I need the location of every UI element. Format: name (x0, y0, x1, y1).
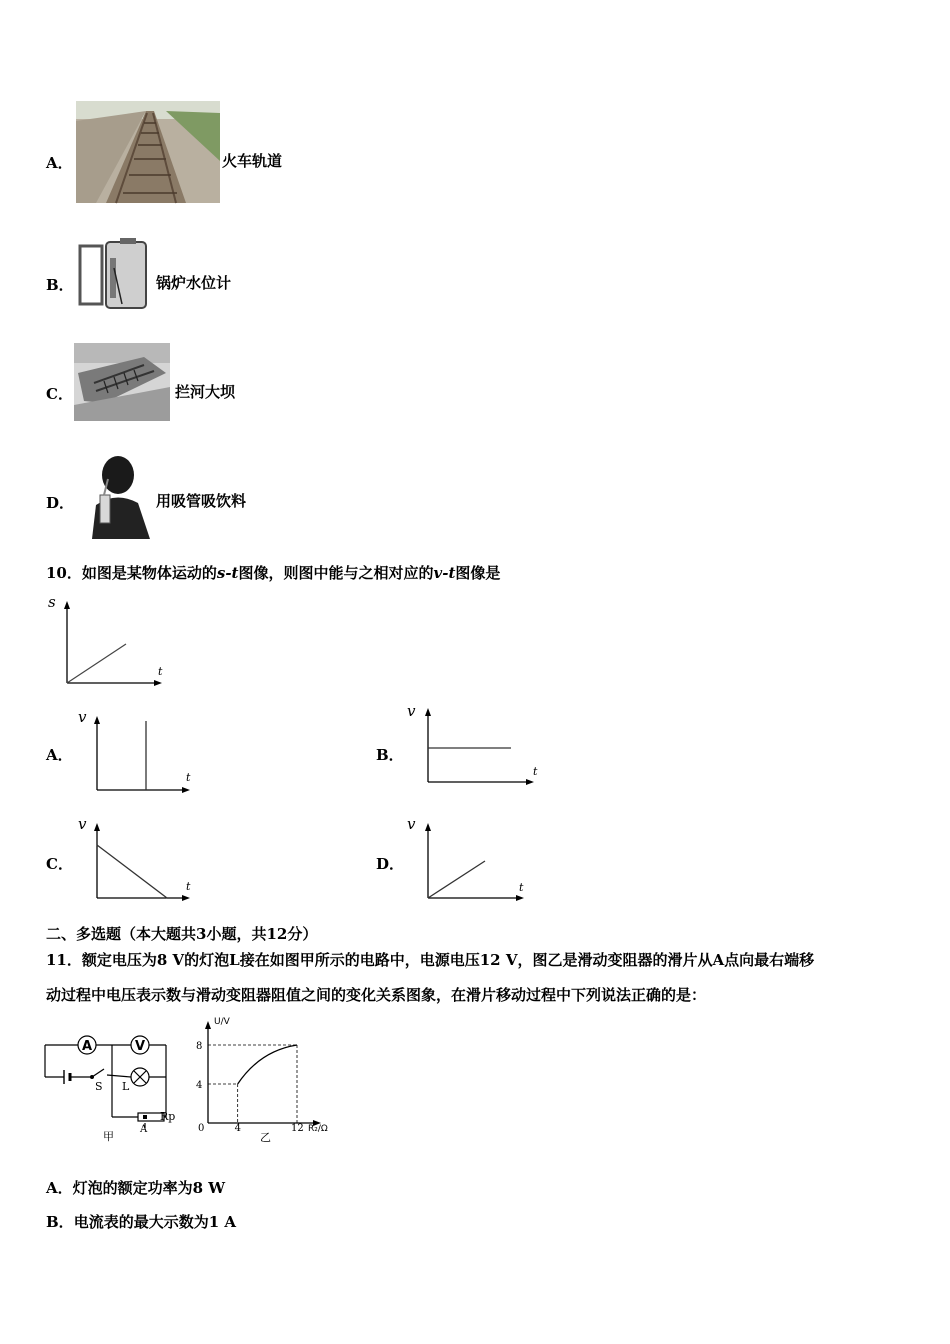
x-arrow (516, 895, 524, 901)
x-arrow (154, 680, 162, 686)
switch-label: S (95, 1080, 103, 1093)
y-label: v (407, 702, 416, 720)
y-label: v (78, 708, 87, 726)
option-caption: 火车轨道 (222, 152, 283, 170)
x-arrow (182, 895, 190, 901)
st-graph (44, 593, 174, 688)
q10-option-d-graph[interactable] (405, 815, 535, 905)
q10-option-b-graph[interactable] (405, 700, 545, 790)
x-tick-label: 4 (234, 1123, 242, 1134)
q10-option-a-graph[interactable] (74, 708, 199, 798)
x-label: t (158, 665, 163, 678)
option-letter: B． (46, 276, 74, 294)
switch-pivot (90, 1075, 94, 1079)
drinking-straw-photo-icon (78, 455, 152, 539)
ammeter-label: A (82, 1039, 93, 1054)
x-label: t (533, 765, 538, 778)
y-arrow (205, 1021, 211, 1029)
option-letter: B． (46, 1213, 74, 1231)
option-text: 电流表的最大示数为1 A (73, 1213, 236, 1231)
circuit-caption: 甲 (103, 1130, 114, 1143)
section-heading: 二、多选题（本大题共3小题，共12分） (46, 925, 318, 943)
q10-option-c-graph[interactable] (74, 815, 199, 905)
y-arrow (94, 716, 100, 724)
q11-option-b[interactable] (46, 1212, 236, 1232)
y-label: s (48, 593, 56, 611)
x-label: t (186, 880, 191, 893)
y-arrow (64, 601, 70, 609)
q10-option-d-letter: D． (376, 855, 405, 873)
y-label: v (407, 815, 416, 833)
boiler-water-gauge-photo-icon (76, 238, 152, 310)
y-arrow (425, 823, 431, 831)
option-caption: 拦河大坝 (175, 383, 236, 401)
q11-option-a[interactable] (46, 1178, 225, 1198)
circuit-diagram (40, 1030, 180, 1145)
option-caption: 用吸管吸饮料 (156, 492, 247, 510)
q10-option-a-letter: A． (46, 746, 73, 764)
q10-stem: 10．如图是某物体运动的s-t图像，则图中能与之相对应的v-t图像是 (46, 564, 501, 582)
y-tick-label: 8 (196, 1041, 203, 1052)
x-axis-label: R₂/Ω (308, 1124, 328, 1134)
river-dam-photo-icon (74, 343, 170, 421)
chart-caption: 乙 (260, 1131, 271, 1144)
option-letter: C． (46, 385, 73, 403)
railway-track-photo-icon (76, 101, 220, 203)
q11-stem-line2: 动过程中电压表示数与滑动变阻器阻值之间的变化关系图象，在滑片移动过程中下列说法正确的是： (46, 986, 707, 1004)
slider-contact (143, 1115, 147, 1119)
y-arrow (94, 823, 100, 831)
voltage-resistance-chart (190, 1015, 340, 1145)
y-arrow (425, 708, 431, 716)
question-number: 10． (46, 564, 82, 582)
vt-line (97, 845, 167, 898)
origin-label: 0 (198, 1123, 205, 1134)
option-letter: D． (46, 494, 75, 512)
q11-stem-line1: 11．额定电压为8 V的灯泡L接在如图甲所示的电路中，电源电压12 V，图乙是滑动变阻器的滑片从A点向最右端移 (46, 951, 815, 969)
voltmeter-label: V (135, 1039, 146, 1054)
vt-line (428, 861, 485, 898)
y-axis-label: U/V (214, 1017, 230, 1027)
option-letter: A． (46, 1179, 73, 1197)
q10-option-b-letter: B． (376, 746, 404, 764)
x-label: t (186, 771, 191, 784)
y-tick-label: 4 (196, 1080, 203, 1091)
u-r-curve (238, 1045, 297, 1084)
st-line (67, 644, 126, 683)
rheostat-label: Rp (160, 1110, 176, 1123)
option-letter: A． (46, 154, 73, 172)
y-label: v (78, 815, 87, 833)
lamp-label: L (122, 1080, 130, 1093)
x-tick-label: 12 (291, 1123, 304, 1134)
option-caption: 锅炉水位计 (156, 274, 232, 292)
x-arrow (182, 787, 190, 793)
q10-option-c-letter: C． (46, 855, 73, 873)
slider-label: A (140, 1124, 148, 1135)
x-label: t (519, 881, 524, 894)
x-arrow (526, 779, 534, 785)
option-text: 灯泡的额定功率为8 W (72, 1179, 226, 1197)
